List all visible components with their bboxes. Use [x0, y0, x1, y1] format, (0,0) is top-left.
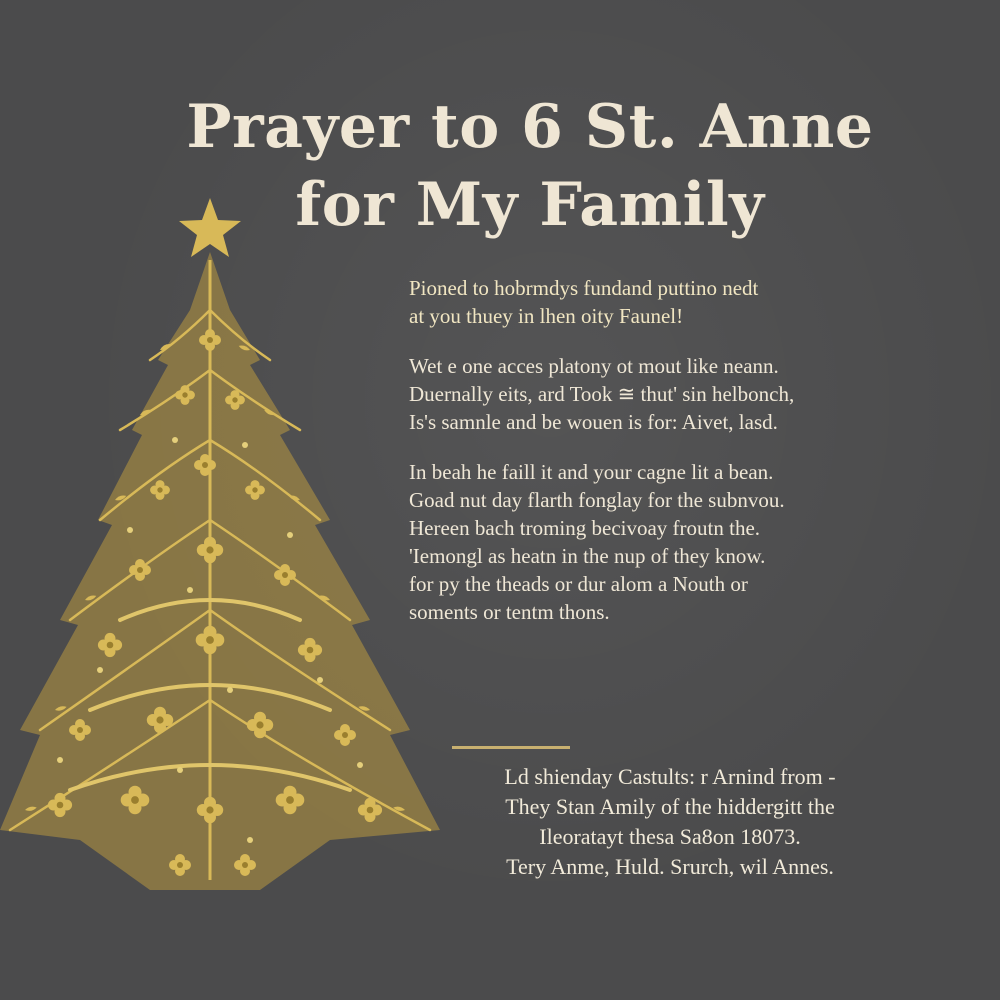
prayer-line: Is's samnle and be wouen is for: Aivet, lasd. — [409, 410, 778, 434]
prayer-line: Wet e one acces platony ot mout like neann. — [409, 354, 779, 378]
signature-line: Tery Anme, Huld. Srurch, wil Annes. — [506, 854, 834, 879]
prayer-line: Duernally eits, ard Took ≅ thut' sin helbonch, — [409, 382, 795, 406]
prayer-line: Goad nut day flarth fonglay for the subnvou. — [409, 488, 785, 512]
prayer-paragraph-2 — [409, 352, 969, 436]
prayer-line: In beah he faill it and your cagne lit a bean. — [409, 460, 774, 484]
signature-line: Ileoratayt thesa Sa8on 18073. — [539, 824, 801, 849]
prayer-line: Hereen bach troming becivoay froutn the. — [409, 516, 761, 540]
signature-line: Ld shienday Castults: r Arnind from - — [504, 764, 836, 789]
prayer-line: Pioned to hobrmdys fundand puttino nedt — [409, 276, 759, 300]
divider-rule — [452, 746, 570, 749]
signature-block — [430, 762, 910, 882]
prayer-paragraph-3 — [409, 458, 969, 626]
prayer-line: for py the theads or dur alom a Nouth or — [409, 572, 748, 596]
prayer-body — [409, 274, 969, 648]
prayer-paragraph-1 — [409, 274, 969, 330]
signature-line: They Stan Amily of the hiddergitt the — [505, 794, 835, 819]
christmas-tree-illustration — [0, 190, 440, 920]
title-line-2: for My Family — [295, 170, 765, 240]
title-line-1: Prayer to 6 St. Anne — [186, 92, 874, 162]
prayer-line: soments or tentm thons. — [409, 600, 610, 624]
prayer-line: at you thuey in lhen oity Faunel! — [409, 304, 684, 328]
prayer-line: 'Iemongl as heatn in the nup of they know. — [409, 544, 766, 568]
star-icon — [179, 198, 241, 257]
